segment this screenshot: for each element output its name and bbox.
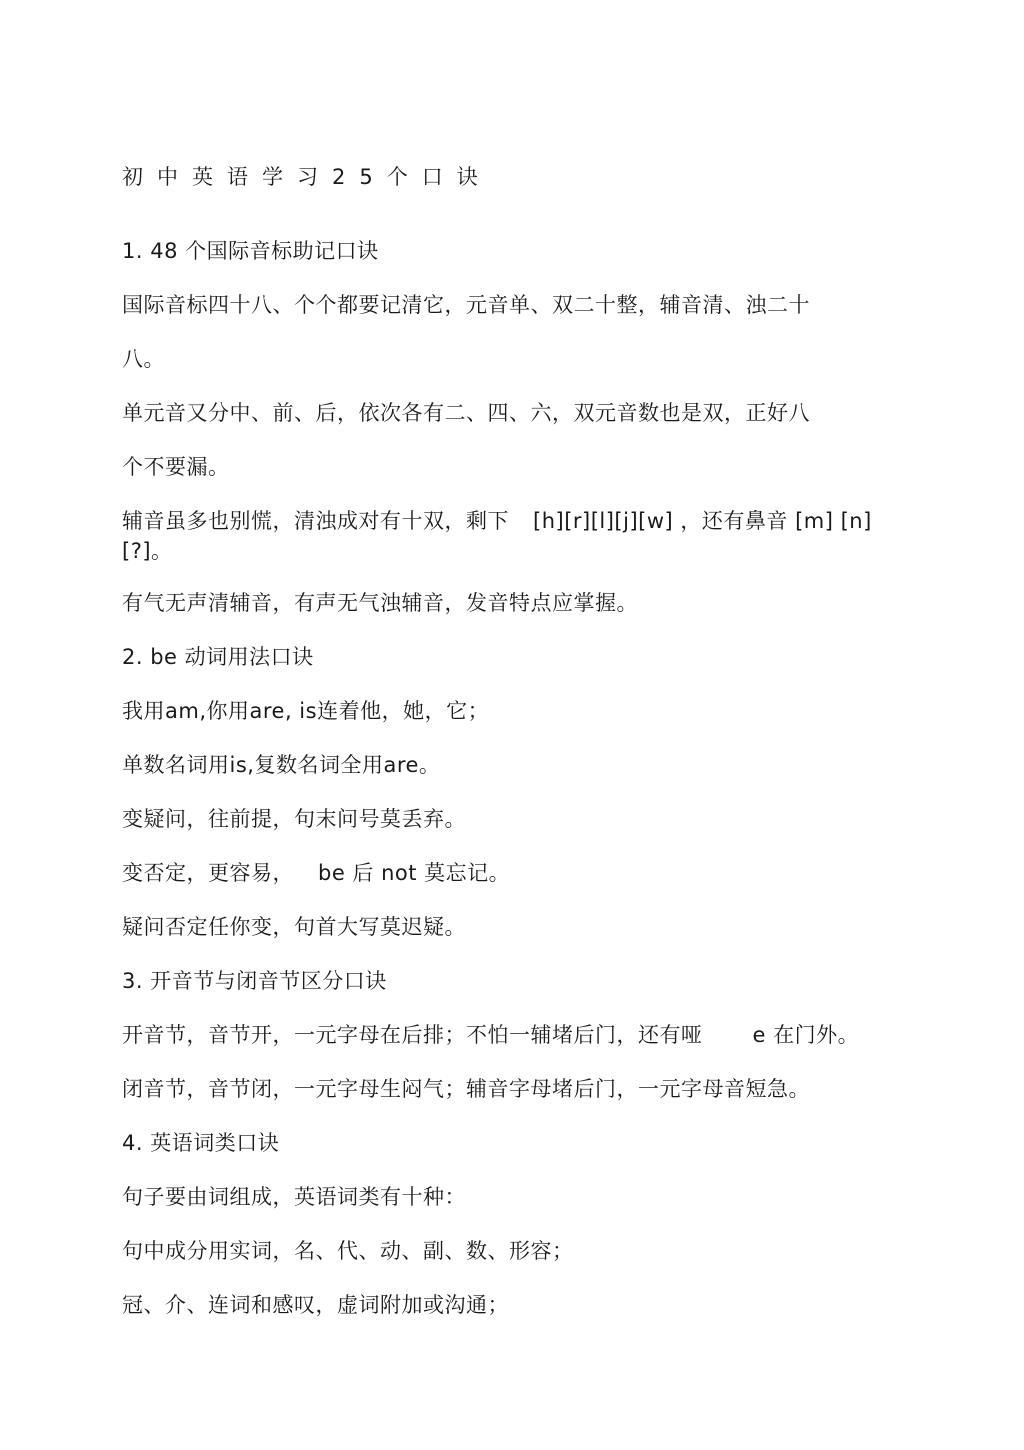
paragraph-line: 我用am,你用are, is连着他，她，它； [122, 699, 490, 723]
paragraph-line: 八。 [122, 347, 165, 371]
paragraph-fragment: 辅音虽多也别慌，清浊成对有十双，剩下 [122, 509, 509, 533]
paragraph-line: 闭音节，音节闭，一元字母生闷气；辅音字母堵后门，一元字母音短急。 [122, 1077, 810, 1101]
paragraph-line [122, 1022, 859, 1048]
paragraph-line: 国际音标四十八、个个都要记清它，元音单、双二十整，辅音清、浊二十 [122, 293, 810, 317]
paragraph-line: 有气无声清辅音，有声无气浊辅音，发音特点应掌握。 [122, 591, 638, 615]
paragraph-line: 个不要漏。 [122, 455, 230, 479]
section-heading-1: 1. 48 个国际音标助记口诀 [122, 239, 379, 263]
phonetic-fragment: [h][r][l][j][w] ，还有鼻音 [m] [n] [533, 509, 872, 533]
paragraph-fragment: 变否定，更容易， [122, 861, 294, 885]
section-heading-3: 3. 开音节与闭音节区分口诀 [122, 969, 387, 993]
paragraph-line: [?]。 [122, 539, 173, 563]
paragraph-line: 句中成分用实词，名、代、动、副、数、形容； [122, 1239, 574, 1263]
paragraph-line: 冠、介、连词和感叹，虚词附加或沟通； [122, 1293, 509, 1317]
section-heading-2: 2. be 动词用法口诀 [122, 645, 314, 669]
paragraph-fragment: be 后 not 莫忘记。 [318, 861, 511, 885]
paragraph-line: 单数名词用is,复数名词全用are。 [122, 753, 441, 777]
paragraph-fragment: 开音节，音节开，一元字母在后排；不怕一辅堵后门，还有哑 [122, 1023, 703, 1047]
paragraph-line [122, 860, 510, 886]
page-title: 初中英语学习25个口诀 [122, 165, 492, 189]
paragraph-fragment: e 在门外。 [752, 1023, 860, 1047]
section-heading-4: 4. 英语词类口诀 [122, 1131, 280, 1155]
paragraph-line [122, 508, 872, 534]
paragraph-line: 单元音又分中、前、后，依次各有二、四、六，双元音数也是双，正好八 [122, 401, 810, 425]
paragraph-line: 变疑问，往前提，句末问号莫丢弃。 [122, 807, 466, 831]
paragraph-line: 句子要由词组成，英语词类有十种： [122, 1185, 466, 1209]
paragraph-line: 疑问否定任你变，句首大写莫迟疑。 [122, 915, 466, 939]
